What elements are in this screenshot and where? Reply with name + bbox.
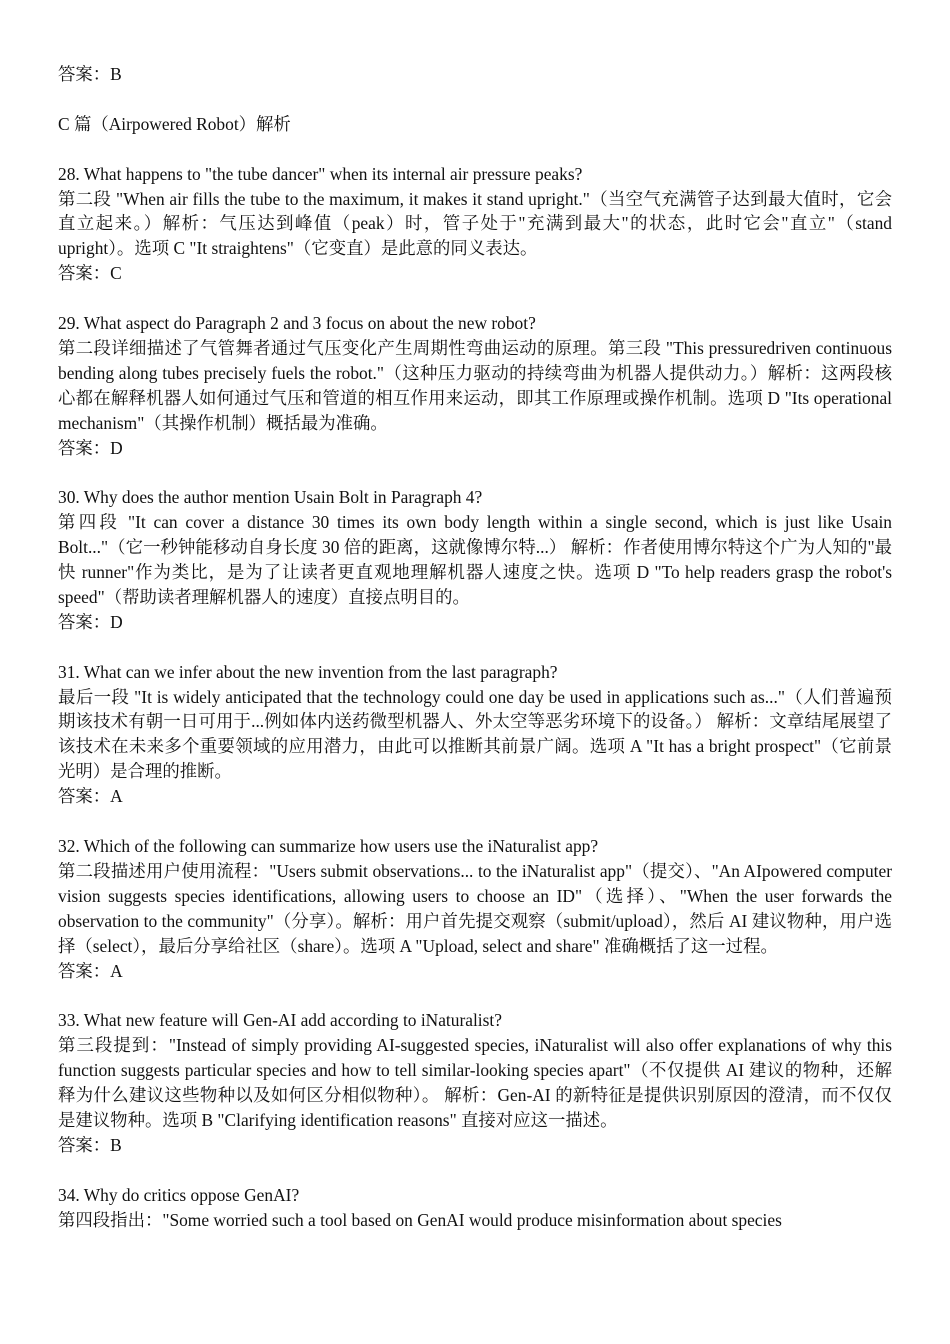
question-answer: 答案：B: [58, 1134, 122, 1155]
question-analysis: 第二段 "When air fills the tube to the maximum, it makes it stand upright."（当空气充满管子达到最大值时，它会直立起来。）解析：气压达到峰值（peak）时，管子处于"充满到最大"的状态，此时它会"直立"（stand upright）。选项 C "It straightens"（它变直）是此意的同义表达。: [58, 188, 892, 259]
question-analysis: 第四段 "It can cover a distance 30 times its own body length within a single second, which is just like Usain Bolt..."（它一秒钟能移动自身长度 30 倍的距离，这就像博尔特...） 解析：作者使用博尔特这个广为人知的"最快 runner"作为类比，是为了让读者更直观地理解机器人速度之快。选项 D "To help readers grasp the robot's speed"（帮助读者理解机器人的速度）直接点明目的。: [58, 512, 892, 607]
question-block-29: [58, 311, 892, 460]
section-title: C 篇（Airpowered Robot）解析: [58, 113, 291, 134]
question-answer: 答案：A: [58, 786, 123, 807]
question-block-32: [58, 834, 892, 983]
question-block-30: [58, 485, 892, 634]
question-analysis: 第二段详细描述了气管舞者通过气压变化产生周期性弯曲运动的原理。第三段 "This pressuredriven continuous bending along tubes precisely fuels the robot."（这种压力驱动的持续弯曲为机器人提供动力。）解析：这两段核心都在解释机器人如何通过气压和管道的相互作用来运动，即其工作原理或操作机制。选项 D "Its operational mechanism"（其操作机制）概括最为准确。: [58, 337, 892, 433]
question-block-31: [58, 660, 892, 809]
question-text: 33. What new feature will Gen-AI add according to iNaturalist?: [58, 1010, 502, 1031]
question-analysis: 第三段提到："Instead of simply providing AI-suggested species, iNaturalist will also offer explanations of why this function suggests particular species and how to tell similar-looking species apart"（不仅提供 AI 建议的物种，还解释为什么建议这些物种以及如何区分相似物种）。 解析：Gen-AI 的新特征是提供识别原因的澄清，而不仅仅是建议物种。选项 B "Clarifying identification reasons" 直接对应这一描述。: [58, 1035, 892, 1130]
question-block-28: [58, 162, 892, 287]
question-text: 31. What can we infer about the new invention from the last paragraph?: [58, 661, 558, 682]
question-block-34: [58, 1183, 892, 1233]
question-analysis: 第四段指出："Some worried such a tool based on GenAI would produce misinformation about species: [58, 1209, 782, 1230]
question-answer: 答案：C: [58, 263, 122, 284]
question-answer: 答案：A: [58, 960, 123, 981]
question-text: 34. Why do critics oppose GenAI?: [58, 1184, 300, 1205]
document-page: [58, 62, 892, 1232]
top-answer: 答案：B: [58, 64, 122, 84]
question-text: 32. Which of the following can summarize how users use the iNaturalist app?: [58, 836, 599, 856]
question-answer: 答案：D: [58, 611, 123, 632]
question-analysis: 最后一段 "It is widely anticipated that the technology could one day be used in applications such as..."（人们普遍预期该技术有朝一日可用于...例如体内送药微型机器人、外太空等恶劣环境下的设备。） 解析：文章结尾展望了该技术在未来多个重要领域的应用潜力，由此可以推断其前景广阔。选项 A "It has a bright prospect"（它前景光明）是合理的推断。: [58, 686, 892, 782]
question-answer: 答案：D: [58, 437, 123, 458]
question-text: 30. Why does the author mention Usain Bolt in Paragraph 4?: [58, 487, 483, 508]
question-text: 28. What happens to "the tube dancer" when its internal air pressure peaks?: [58, 163, 583, 184]
question-analysis: 第二段描述用户使用流程："Users submit observations... to the iNaturalist app"（提交）、"An AIpowered computer vision suggests species identifications, allowing users to choose an ID"（选择）、"When the user forwards the observation to the community"（分享）。解析：用户首先提交观察（submit/upload），然后 AI 建议物种，用户选择（select），最后分享给社区（share）。选项 A "Upload, select and share" 准确概括了这一过程。: [58, 860, 892, 956]
question-text: 29. What aspect do Paragraph 2 and 3 focus on about the new robot?: [58, 313, 536, 334]
question-block-33: [58, 1008, 892, 1157]
